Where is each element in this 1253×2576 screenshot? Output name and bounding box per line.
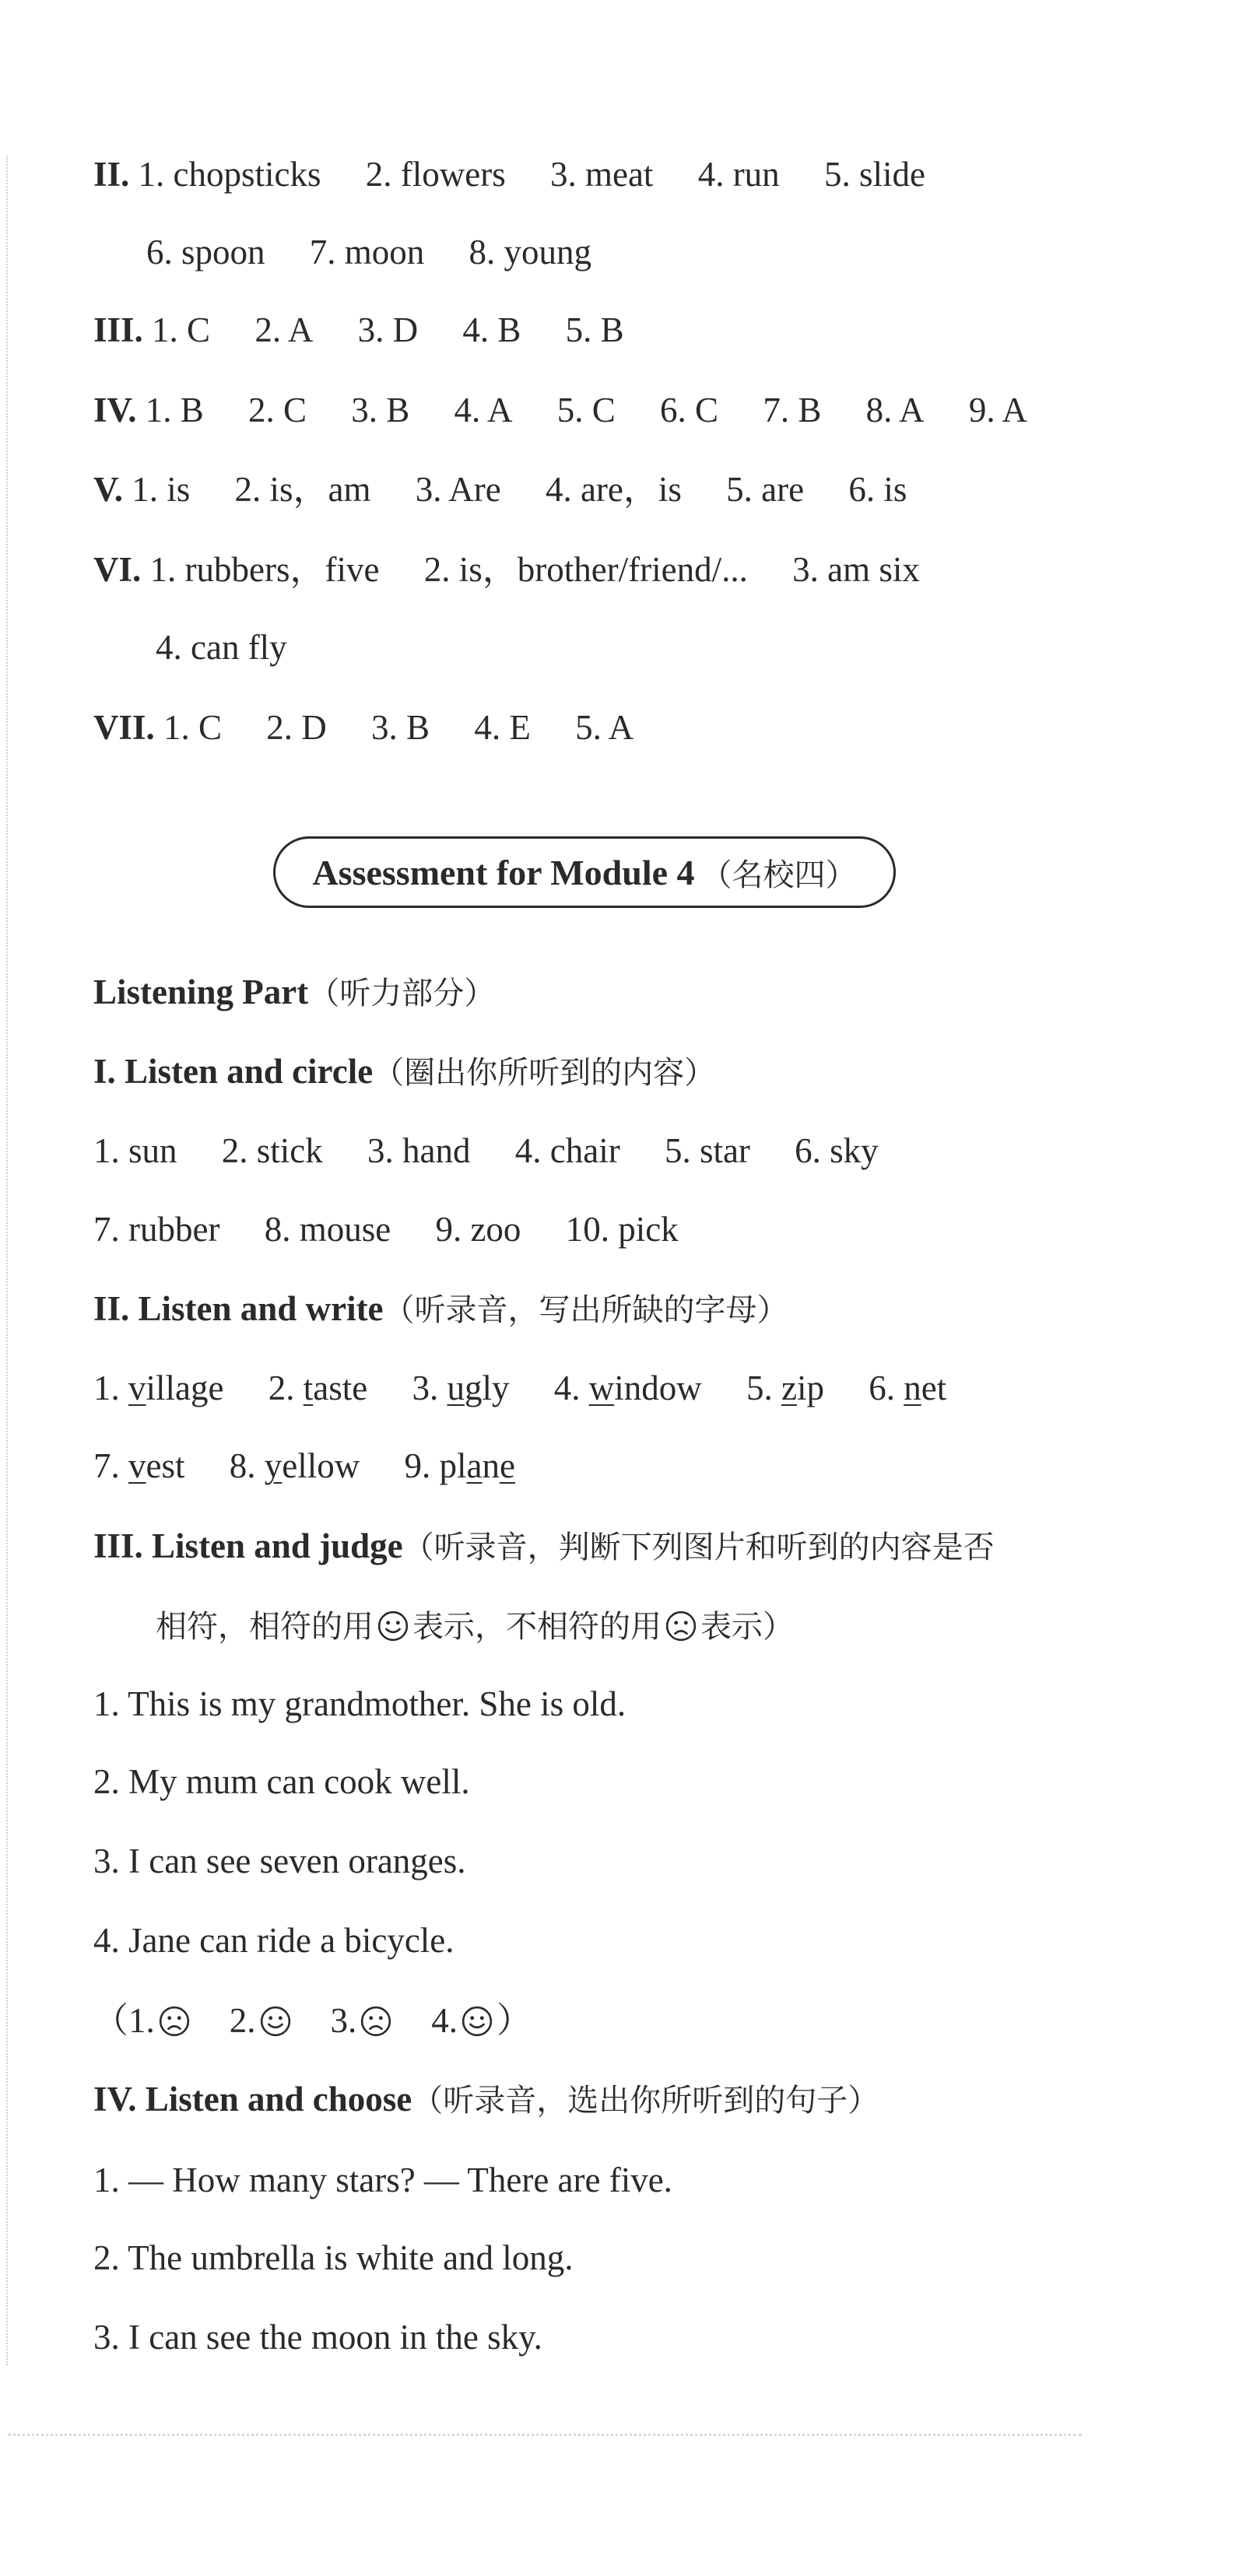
- item-number: 2.: [268, 1369, 295, 1407]
- word-rest: et: [921, 1369, 947, 1407]
- item-number: 4.: [553, 1369, 581, 1407]
- answer-item: 5. B: [565, 310, 624, 349]
- section-IV-cn: （听录音，选出你所听到的句子）: [412, 2083, 879, 2119]
- section-II-label: II. Listen and write: [93, 1289, 384, 1328]
- paren-close: ）: [497, 2001, 532, 2040]
- answer-item: 1. rubbers，five: [149, 550, 380, 589]
- section-label: II.: [93, 155, 139, 194]
- answer-item: [746, 1369, 824, 1407]
- answer-item: 6. C: [660, 391, 719, 429]
- assessment-title-cn: （名校四）: [700, 857, 857, 893]
- assessment-title: Assessment for Module 4: [312, 852, 695, 892]
- item-number: 3.: [330, 2001, 357, 2040]
- answer-item: 2. flowers: [365, 155, 506, 194]
- answer-item: 4. B: [462, 310, 521, 349]
- answer-item: [230, 1446, 360, 1485]
- sad-face-icon: [158, 2005, 191, 2038]
- word-rest: ellow: [282, 1446, 360, 1485]
- answer-item: 2. A: [254, 310, 314, 349]
- section-I-line1: [93, 1131, 879, 1170]
- answer-item: 6. is: [848, 470, 907, 509]
- answer-item: 3. D: [357, 310, 419, 349]
- answer-item: 4. are，is: [545, 470, 682, 509]
- answer-item: 8. young: [469, 233, 592, 272]
- section-III-heading-cont: [156, 1608, 794, 1643]
- answer-item: 2. D: [266, 708, 327, 747]
- answer-item: 1. B: [145, 391, 204, 429]
- section-III-cn: （听录音，判断下列图片和听到的内容是否: [402, 1530, 995, 1565]
- answer-VII: [93, 710, 634, 745]
- section-IV-heading: [93, 2082, 879, 2117]
- answer-item: [404, 1446, 514, 1485]
- answer-item: 4. A: [454, 391, 513, 429]
- sad-face-icon: [665, 1610, 697, 1642]
- section-I-label: I. Listen and circle: [93, 1052, 374, 1091]
- section-I-cn: （圈出你所听到的内容）: [373, 1055, 716, 1091]
- word-rest: indow: [614, 1369, 702, 1407]
- answer-item: 4. E: [474, 708, 531, 747]
- missing-letter: w: [588, 1369, 615, 1407]
- item-number: 2.: [229, 2001, 256, 2040]
- section-I-heading: [93, 1054, 715, 1089]
- word-part: pl: [439, 1446, 467, 1485]
- smiley-face-icon: [259, 2005, 292, 2038]
- answer-item: 3. meat: [549, 155, 654, 194]
- item-number: 6.: [869, 1369, 895, 1407]
- sentence: [93, 1844, 466, 1879]
- sentence: [93, 2238, 574, 2277]
- sentence-text: 3. I can see the moon in the sky.: [93, 2318, 542, 2357]
- answer-item: [554, 1369, 702, 1407]
- answer-item: 2. is，am: [234, 470, 371, 509]
- judge-answer-key: [93, 2003, 532, 2038]
- item-number: 4.: [431, 2001, 458, 2040]
- answer-item: 1. chopsticks: [138, 155, 321, 194]
- answer-item: [412, 1369, 509, 1407]
- sentence-text: 2. The umbrella is white and long.: [93, 2238, 574, 2277]
- missing-letter: y: [264, 1446, 283, 1485]
- answer-II-line1: [93, 157, 925, 192]
- answer-item: 5. C: [556, 391, 616, 429]
- listening-title-cn: （听力部分）: [308, 976, 496, 1011]
- section-label: III.: [93, 310, 153, 349]
- section-label: VI.: [93, 550, 150, 589]
- missing-letter: t: [303, 1369, 314, 1407]
- missing-letter: v: [128, 1446, 146, 1485]
- section-II-cn: （听录音，写出所缺的字母）: [383, 1292, 788, 1328]
- section-III-label: III. Listen and judge: [93, 1526, 403, 1565]
- bottom-rule: [8, 2434, 1082, 2436]
- item-number: 3.: [412, 1369, 439, 1407]
- answer-item: 3. B: [371, 708, 430, 747]
- section-III-cn-part: 相符，相符的用: [156, 1609, 374, 1645]
- listening-title: Listening Part: [93, 973, 309, 1011]
- answer-VI-line1: [93, 552, 920, 587]
- section-label: IV.: [93, 391, 146, 429]
- item-number: 8.: [229, 1446, 256, 1485]
- answer-III: [93, 310, 624, 349]
- missing-letter: a: [466, 1446, 483, 1485]
- answer-item: 3. hand: [367, 1131, 471, 1170]
- answer-item: 7. B: [763, 391, 822, 429]
- answer-item: 1. is: [132, 470, 191, 509]
- answer-VI-line2: [156, 630, 287, 665]
- word-rest: gly: [464, 1369, 510, 1407]
- word-rest: ip: [796, 1369, 824, 1407]
- word-rest: illage: [146, 1369, 224, 1407]
- answer-item: 4. can fly: [156, 628, 287, 667]
- answer-item: 2. C: [247, 391, 307, 429]
- section-IV-label: IV. Listen and choose: [93, 2080, 412, 2119]
- answer-item: 6. spoon: [146, 233, 265, 272]
- smiley-face-icon: [461, 2005, 493, 2038]
- section-II-line2: [93, 1446, 515, 1485]
- answer-item: 1. sun: [93, 1131, 177, 1170]
- answer-item: 9. zoo: [435, 1210, 521, 1249]
- answer-item: 3. am six: [792, 550, 920, 589]
- section-III-cn-part: 表示）: [700, 1609, 794, 1645]
- sentence-text: 2. My mum can cook well.: [93, 1762, 470, 1801]
- assessment-heading: [273, 836, 896, 908]
- item-number: 5.: [746, 1369, 773, 1407]
- answer-item: 4. run: [697, 155, 780, 194]
- answer-item: 5. star: [664, 1131, 750, 1170]
- sentence: [93, 1923, 455, 1958]
- section-III-heading: [93, 1526, 995, 1565]
- smiley-face-icon: [377, 1610, 409, 1642]
- paren-open: （: [93, 2001, 129, 2040]
- missing-letter: z: [781, 1369, 797, 1407]
- section-label: VII.: [93, 708, 164, 747]
- word-rest: est: [146, 1446, 185, 1485]
- answer-item: [93, 1369, 223, 1407]
- item-number: 1.: [128, 2001, 155, 2040]
- sad-face-icon: [360, 2005, 392, 2038]
- missing-letter: n: [904, 1369, 921, 1407]
- answer-item: 2. is，brother/friend/...: [423, 550, 748, 589]
- answer-II-line2: [146, 235, 591, 270]
- answer-item: 1. C: [152, 310, 211, 349]
- sentence-text: 1. This is my grandmother. She is old.: [93, 1684, 626, 1723]
- missing-letter: e: [499, 1446, 515, 1485]
- sentence: [93, 1762, 470, 1801]
- sentence-text: 3. I can see seven oranges.: [93, 1842, 466, 1880]
- sentence: [93, 2163, 672, 2198]
- answer-item: 10. pick: [565, 1210, 679, 1249]
- answer-item: 7. rubber: [93, 1210, 220, 1249]
- section-II-heading: [93, 1289, 788, 1328]
- section-label: V.: [93, 470, 132, 509]
- answer-V: [93, 472, 907, 507]
- answer-item: [869, 1369, 946, 1407]
- answer-item: 6. sky: [795, 1131, 879, 1170]
- answer-item: 8. mouse: [264, 1210, 391, 1249]
- answer-item: [268, 1369, 367, 1407]
- missing-letter: u: [447, 1369, 465, 1407]
- answer-IV: [93, 393, 1027, 428]
- answer-item: 4. chair: [514, 1131, 620, 1170]
- answer-item: 5. slide: [823, 155, 925, 194]
- section-I-line2: [93, 1212, 679, 1247]
- missing-letter: v: [128, 1369, 146, 1407]
- sentence-text: 4. Jane can ride a bicycle.: [93, 1921, 455, 1960]
- answer-item: 1. C: [163, 708, 223, 747]
- item-number: 9.: [404, 1446, 431, 1485]
- answer-item: [93, 1446, 185, 1485]
- item-number: 1.: [93, 1369, 120, 1407]
- answer-item: 3. B: [351, 391, 410, 429]
- sentence: [93, 2320, 542, 2355]
- answer-item: 7. moon: [309, 233, 425, 272]
- sentence: [93, 1684, 626, 1723]
- item-number: 7.: [93, 1446, 120, 1485]
- section-II-line1: [93, 1371, 946, 1406]
- word-part: n: [482, 1446, 500, 1485]
- answer-item: 9. A: [968, 391, 1027, 429]
- listening-part-heading: [93, 975, 495, 1010]
- answer-item: 2. stick: [221, 1131, 323, 1170]
- page-gutter-rule: [6, 156, 8, 2365]
- answer-item: 5. A: [575, 708, 634, 747]
- sentence-text: 1. — How many stars? — There are five.: [93, 2161, 672, 2199]
- answer-item: 3. Are: [415, 470, 501, 509]
- answer-item: 5. are: [726, 470, 805, 509]
- answer-item: 8. A: [865, 391, 925, 429]
- section-III-cn-part: 表示，不相符的用: [412, 1609, 662, 1645]
- word-rest: aste: [313, 1369, 368, 1407]
